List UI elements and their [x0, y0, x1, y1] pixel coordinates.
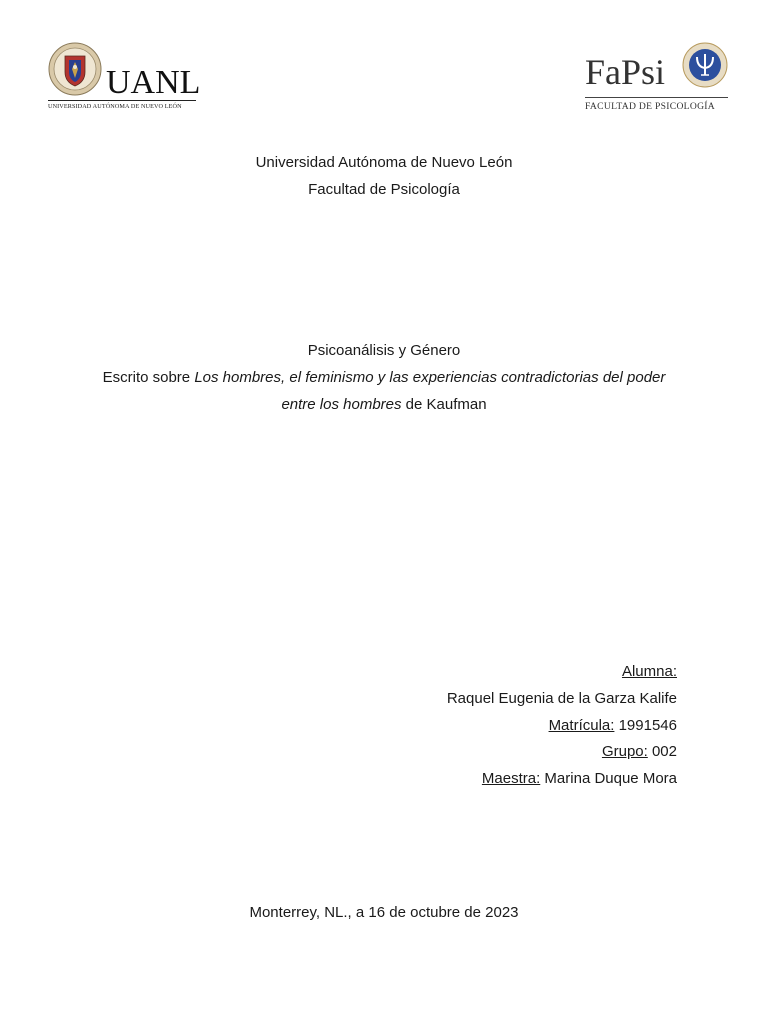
student-id-value: 1991546: [614, 716, 677, 734]
uanl-logo: [46, 40, 201, 114]
essay-title-prefix: Escrito sobre: [102, 369, 195, 386]
student-id-row: [447, 716, 677, 743]
student-name: Raquel Eugenia de la Garza Kalife: [446, 689, 677, 707]
teacher-label: Maestra:: [481, 770, 541, 788]
group-value: 002: [647, 743, 677, 761]
student-info: [447, 662, 677, 796]
teacher-value: Marina Duque Mora: [540, 770, 677, 788]
group-label: Grupo:: [601, 743, 648, 761]
uanl-seal-icon: [48, 42, 102, 96]
teacher-row: [447, 769, 677, 796]
fapsi-subtitle: FACULTAD DE PSICOLOGÍA: [585, 101, 716, 112]
faculty-name: Facultad de Psicología: [308, 181, 460, 198]
course-title: Psicoanálisis y Género: [307, 342, 461, 359]
student-name-row: [447, 689, 677, 716]
fapsi-wordmark: FaPsi: [585, 52, 666, 92]
fapsi-divider: [585, 97, 728, 98]
uanl-wordmark: UANL: [106, 64, 201, 101]
essay-title-line-1: [0, 368, 768, 388]
uanl-subtitle: UNIVERSIDAD AUTÓNOMA DE NUEVO LEÓN: [48, 103, 182, 110]
student-id-label: Matrícula:: [548, 716, 615, 734]
fapsi-psi-seal-icon: [682, 42, 728, 88]
essay-title-suffix: de Kaufman: [401, 396, 487, 413]
student-label-row: [447, 662, 677, 689]
place-and-date: Monterrey, NL., a 16 de octubre de 2023: [249, 904, 519, 921]
student-label: Alumna:: [621, 663, 677, 680]
essay-title-line-2: [0, 395, 768, 415]
fapsi-logo: [582, 40, 732, 114]
university-name: Universidad Autónoma de Nuevo León: [255, 154, 513, 171]
uanl-divider: [48, 100, 196, 101]
essay-title-italic-2: entre los hombres: [281, 396, 402, 413]
essay-title-italic-1: Los hombres, el feminismo y las experiencias contradictorias del poder: [194, 369, 666, 386]
group-row: [447, 742, 677, 769]
